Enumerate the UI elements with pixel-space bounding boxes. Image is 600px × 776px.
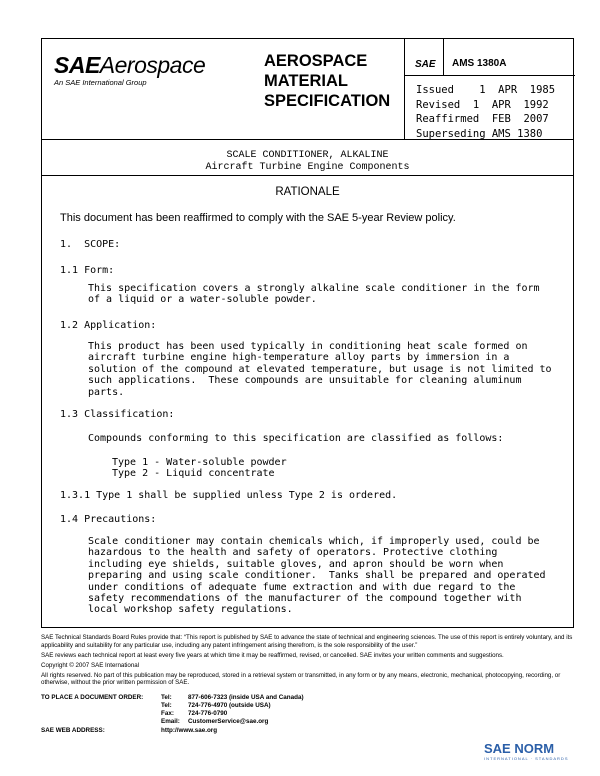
title-line: AEROSPACE xyxy=(264,52,368,70)
issue-history xyxy=(416,83,555,141)
sae-norm-stamp xyxy=(484,741,584,761)
order-label: TO PLACE A DOCUMENT ORDER: xyxy=(41,694,144,701)
tel-label: Tel: xyxy=(161,694,172,701)
tel-intl-value: 724-776-4970 (outside USA) xyxy=(188,702,271,709)
application-text: This product has been used typically in conditioning heat scale formed on aircraft turbine engine high-temperature alloy parts by immersion in a solution of the compound at elevated temperature, but usage is not limited to such applications. These compounds are unsuitable for cleaning aluminum parts. xyxy=(88,341,552,398)
section-form: 1.1 Form: xyxy=(60,265,115,276)
fax-value: 724-776-0790 xyxy=(188,710,228,717)
sae-mark-divider xyxy=(443,39,444,75)
classification-text: Compounds conforming to this specification are classified as follows: xyxy=(88,433,504,444)
web-label: SAE WEB ADDRESS: xyxy=(41,727,105,734)
issued-date: Issued 1 APR 1985 xyxy=(416,84,556,96)
subject-line-1: SCALE CONDITIONER, ALKALINE xyxy=(226,150,389,161)
title-line: SPECIFICATION xyxy=(264,92,391,110)
stamp-brand: SAE xyxy=(484,741,511,756)
section-precautions: 1.4 Precautions: xyxy=(60,514,157,525)
tel-usa-row xyxy=(161,694,304,702)
superseding-note: Superseding AMS 1380 xyxy=(416,127,543,140)
footer-copyright: Copyright © 2007 SAE International xyxy=(41,661,140,669)
tel-usa-value: 877-606-7323 (inside USA and Canada) xyxy=(188,694,304,701)
doc-number-divider xyxy=(404,75,575,76)
section-type-supply: 1.3.1 Type 1 shall be supplied unless Type 2 is ordered. xyxy=(60,490,398,501)
rationale-text: This document has been reaffirmed to comply with the SAE 5-year Review policy. xyxy=(60,212,456,224)
title-line: MATERIAL xyxy=(264,72,349,90)
classification-types: Type 1 - Water-soluble powder Type 2 - Liquid concentrate xyxy=(112,457,287,480)
revised-date: Revised 1 APR 1992 xyxy=(416,98,549,111)
legal-footer xyxy=(41,634,574,690)
footer-rights-text: All rights reserved. No part of this publication may be reproduced, stored in a retrieval system or transmitted, in any form or by any means, electronic, mechanical, photocopying, recording, or otherwise, without the prior written permission of SAE. xyxy=(41,671,561,687)
subject-line-2: Aircraft Turbine Engine Components xyxy=(205,162,410,173)
stamp-word: NORM xyxy=(514,741,555,756)
fax-row xyxy=(161,710,227,718)
precautions-text: Scale conditioner may contain chemicals which, if improperly used, could be hazardous to the health and safety of operators. Protective clothing including eye shields, suitable gloves, and apron should be worn when preparing and using scale conditioner. Tanks shall be prepared and operated under conditions of adequate fume extraction and with due regard to the safety recommendations of the manufacturer of the compound together with local workshop safety regulations. xyxy=(88,536,546,616)
email-label: Email: xyxy=(161,718,180,725)
logo-brand: SAE xyxy=(54,52,100,78)
section-scope: 1. SCOPE: xyxy=(60,239,121,250)
web-address-link[interactable]: http://www.sae.org xyxy=(161,727,218,734)
document-type-title xyxy=(264,51,390,111)
document-subject xyxy=(42,150,573,174)
logo-tagline: An SAE International Group xyxy=(54,78,147,87)
section-classification: 1.3 Classification: xyxy=(60,409,175,420)
reaffirmed-date: Reaffirmed FEB 2007 xyxy=(416,113,549,125)
tel-label: Tel: xyxy=(161,702,172,709)
tel-intl-row xyxy=(161,702,271,710)
rationale-heading: RATIONALE xyxy=(275,186,340,198)
email-link[interactable]: CustomerService@sae.org xyxy=(188,718,269,725)
email-row xyxy=(161,718,268,726)
doc-number: AMS 1380A xyxy=(452,58,507,69)
header-vertical-divider xyxy=(404,39,405,139)
fax-label: Fax: xyxy=(161,710,174,717)
document-frame xyxy=(41,38,574,628)
form-text: This specification covers a strongly alkaline scale conditioner in the form of a liquid or a water-soluble powder. xyxy=(88,283,540,306)
sae-mark: SAE xyxy=(415,59,436,70)
section-application: 1.2 Application: xyxy=(60,320,157,331)
stamp-sub: INTERNATIONAL · STANDARDS xyxy=(484,756,569,761)
footer-review-text: SAE reviews each technical report at least every five years at which time it may be reaffirmed, revised, or cancelled. SAE invites your written comments and suggestions. xyxy=(41,651,504,659)
sae-aerospace-logo xyxy=(54,53,205,87)
footer-rules-text: SAE Technical Standards Board Rules provide that: “This report is published by SAE to advance the state of technical and engineering sciences. The use of this report is entirely voluntary, and its applicability and suitability for any particular use, including any patent infringement arising therefrom, is the sole responsibility of the user.” xyxy=(41,634,573,649)
logo-name: Aerospace xyxy=(99,52,206,78)
subtitle-divider xyxy=(42,175,573,176)
